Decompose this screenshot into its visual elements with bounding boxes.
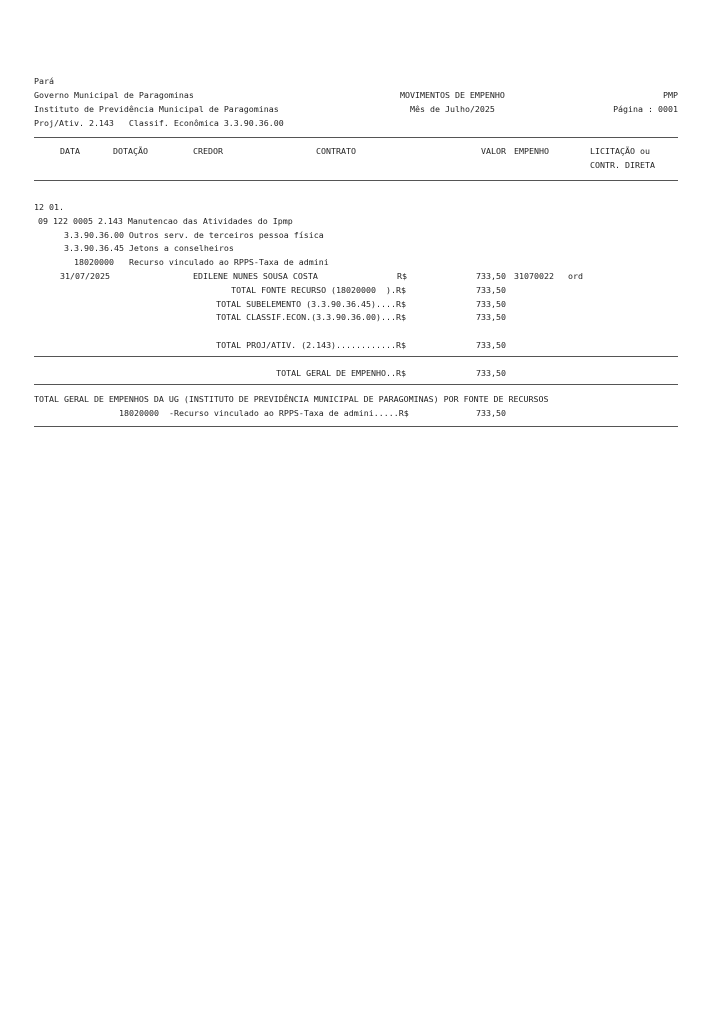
summary-line-value: 733,50 (476, 408, 506, 418)
col-licitacao-2: CONTR. DIRETA (590, 160, 655, 170)
program-line: 09 122 0005 2.143 Manutencao das Atividades do Ipmp (38, 216, 293, 226)
entry-date: 31/07/2025 (60, 271, 110, 281)
entry-currency: R$ (397, 271, 407, 281)
total-classif-value: 733,50 (476, 312, 506, 322)
total-proj-label: TOTAL PROJ/ATIV. (2.143)............R$ (216, 340, 406, 350)
summary-line-label: 18020000 -Recurso vinculado ao RPPS-Taxa de admini.....R$ (119, 408, 409, 418)
entry-credor: EDILENE NUNES SOUSA COSTA (193, 271, 318, 281)
summary-title: TOTAL GERAL DE EMPENHOS DA UG (INSTITUTO DE PREVIDÊNCIA MUNICIPAL DE PARAGOMINAS) POR FONTE DE RECURSOS (34, 394, 549, 404)
total-fonte-label: TOTAL FONTE RECURSO (18020000 ).R$ (231, 285, 406, 295)
total-geral-divider (34, 384, 678, 385)
total-geral-value: 733,50 (476, 368, 506, 378)
total-subelemento-value: 733,50 (476, 299, 506, 309)
col-dotacao: DOTAÇÃO (113, 146, 148, 156)
element-line: 3.3.90.36.00 Outros serv. de terceiros pessoa física (64, 230, 324, 240)
page-number: Página : 0001 (613, 104, 678, 114)
report-title: MOVIMENTOS DE EMPENHO (400, 90, 505, 100)
proj-classif: Proj/Ativ. 2.143 Classif. Econômica 3.3.90.36.00 (34, 118, 284, 128)
total-proj-value: 733,50 (476, 340, 506, 350)
col-empenho: EMPENHO (514, 146, 549, 156)
fonte-line: 18020000 Recurso vinculado ao RPPS-Taxa de admini (74, 257, 329, 267)
columns-divider (34, 180, 678, 181)
total-proj-divider (34, 356, 678, 357)
institute-name: Instituto de Previdência Municipal de Paragominas (34, 104, 279, 114)
col-contrato: CONTRATO (316, 146, 356, 156)
entry-empenho: 31070022 (514, 271, 554, 281)
state-name: Pará (34, 76, 54, 86)
entry-valor: 733,50 (476, 271, 506, 281)
col-valor: VALOR (481, 146, 506, 156)
summary-divider (34, 426, 678, 427)
unit-code: 12 01. (34, 202, 64, 212)
col-licitacao-1: LICITAÇÃO ou (590, 146, 650, 156)
government-name: Governo Municipal de Paragominas (34, 90, 194, 100)
total-subelemento-label: TOTAL SUBELEMENTO (3.3.90.36.45)....R$ (216, 299, 406, 309)
report-period: Mês de Julho/2025 (410, 104, 495, 114)
total-fonte-value: 733,50 (476, 285, 506, 295)
total-classif-label: TOTAL CLASSIF.ECON.(3.3.90.36.00)...R$ (216, 312, 406, 322)
org-code: PMP (663, 90, 678, 100)
col-data: DATA (60, 146, 80, 156)
header-divider (34, 137, 678, 138)
total-geral-label: TOTAL GERAL DE EMPENHO..R$ (276, 368, 406, 378)
subelement-line: 3.3.90.36.45 Jetons a conselheiros (64, 243, 234, 253)
entry-tipo: ord (568, 271, 583, 281)
col-credor: CREDOR (193, 146, 223, 156)
